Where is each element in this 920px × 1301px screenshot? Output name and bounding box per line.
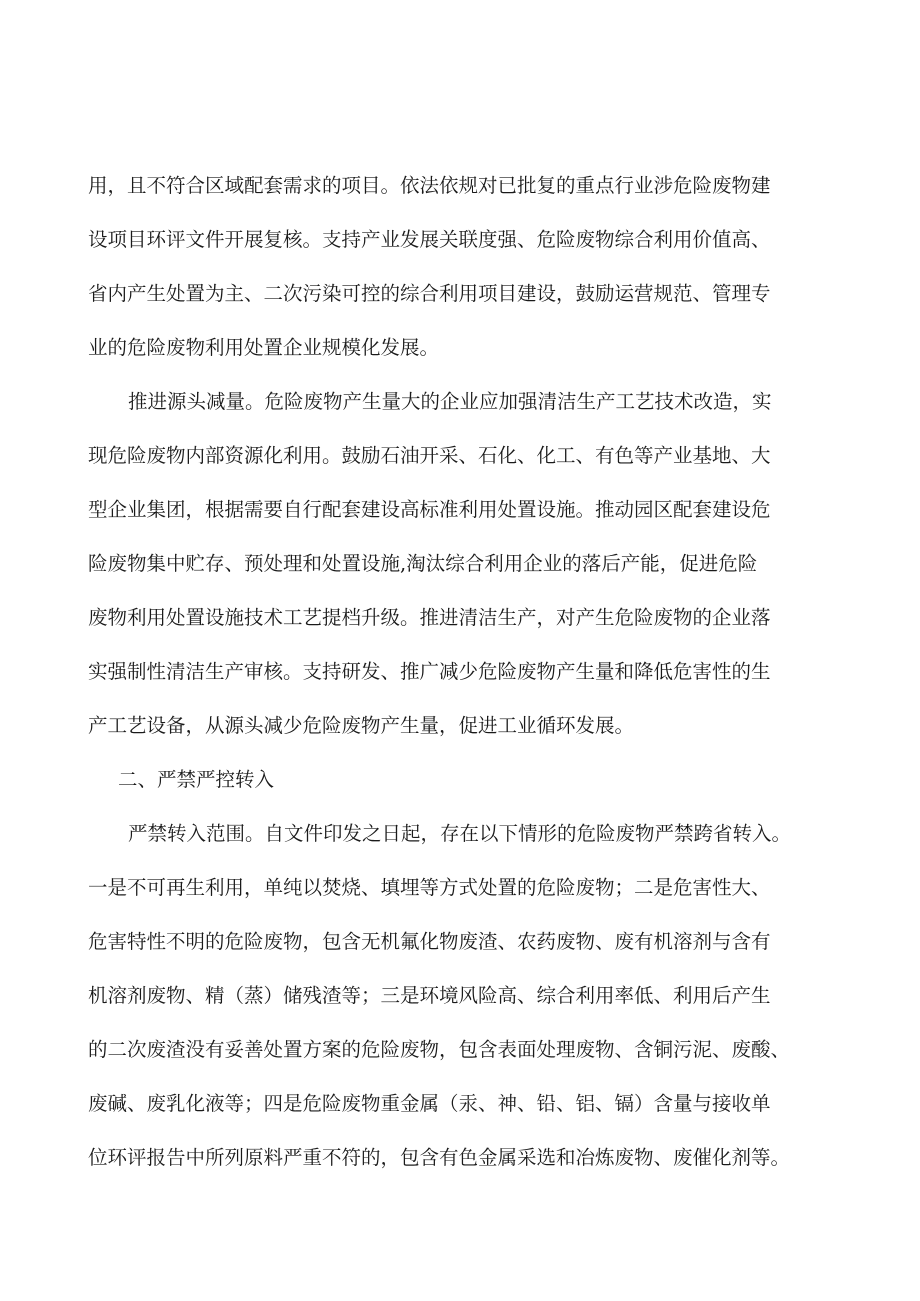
text-line: 废物利用处置设施技术工艺提档升级。推进清洁生产，对产生危险废物的企业落 [88, 606, 771, 629]
section-heading: 二、严禁严控转入 [118, 768, 275, 791]
text-line: 现危险废物内部资源化利用。鼓励石油开采、石化、化工、有色等产业基地、大 [88, 444, 771, 467]
text-line: 用，且不符合区域配套需求的项目。依法依规对已批复的重点行业涉危险废物建 [88, 174, 771, 197]
text-line: 型企业集团，根据需要自行配套建设高标准利用处置设施。推动园区配套建设危 [88, 498, 771, 521]
text-line: 业的危险废物利用处置企业规模化发展。 [88, 336, 440, 359]
text-line: 省内产生处置为主、二次污染可控的综合利用项目建设，鼓励运营规范、管理专 [88, 282, 771, 305]
text-line: 实强制性清洁生产审核。支持研发、推广减少危险废物产生量和降低危害性的生 [88, 660, 771, 683]
text-line: 危害特性不明的危险废物，包含无机氟化物废渣、农药废物、废有机溶剂与含有 [88, 930, 771, 953]
text-line: 机溶剂废物、精（蒸）储残渣等；三是环境风险高、综合利用率低、利用后产生 [88, 984, 771, 1007]
text-line: 推进源头减量。危险废物产生量大的企业应加强清洁生产工艺技术改造，实 [128, 390, 772, 413]
text-line: 废碱、废乳化液等；四是危险废物重金属（汞、神、铅、铝、镉）含量与接收单 [88, 1092, 771, 1115]
text-line: 设项目环评文件开展复核。支持产业发展关联度强、危险废物综合利用价值高、 [88, 228, 771, 251]
text-line: 位环评报告中所列原料严重不符的，包含有色金属采选和冶炼废物、废催化剂等。 [88, 1146, 791, 1169]
text-line: 严禁转入范围。自文件印发之日起，存在以下情形的危险废物严禁跨省转入。 [128, 822, 792, 845]
text-line: 一是不可再生利用，单纯以焚烧、填埋等方式处置的危险废物；二是危害性大、 [88, 876, 771, 899]
text-line: 产工艺设备，从源头减少危险废物产生量，促进工业循环发展。 [88, 714, 635, 737]
text-line: 的二次废渣没有妥善处置方案的危险废物，包含表面处理废物、含铜污泥、废酸、 [88, 1038, 791, 1061]
text-line: 险废物集中贮存、预处理和处置设施,淘汰综合利用企业的落后产能，促进危险 [88, 552, 758, 575]
